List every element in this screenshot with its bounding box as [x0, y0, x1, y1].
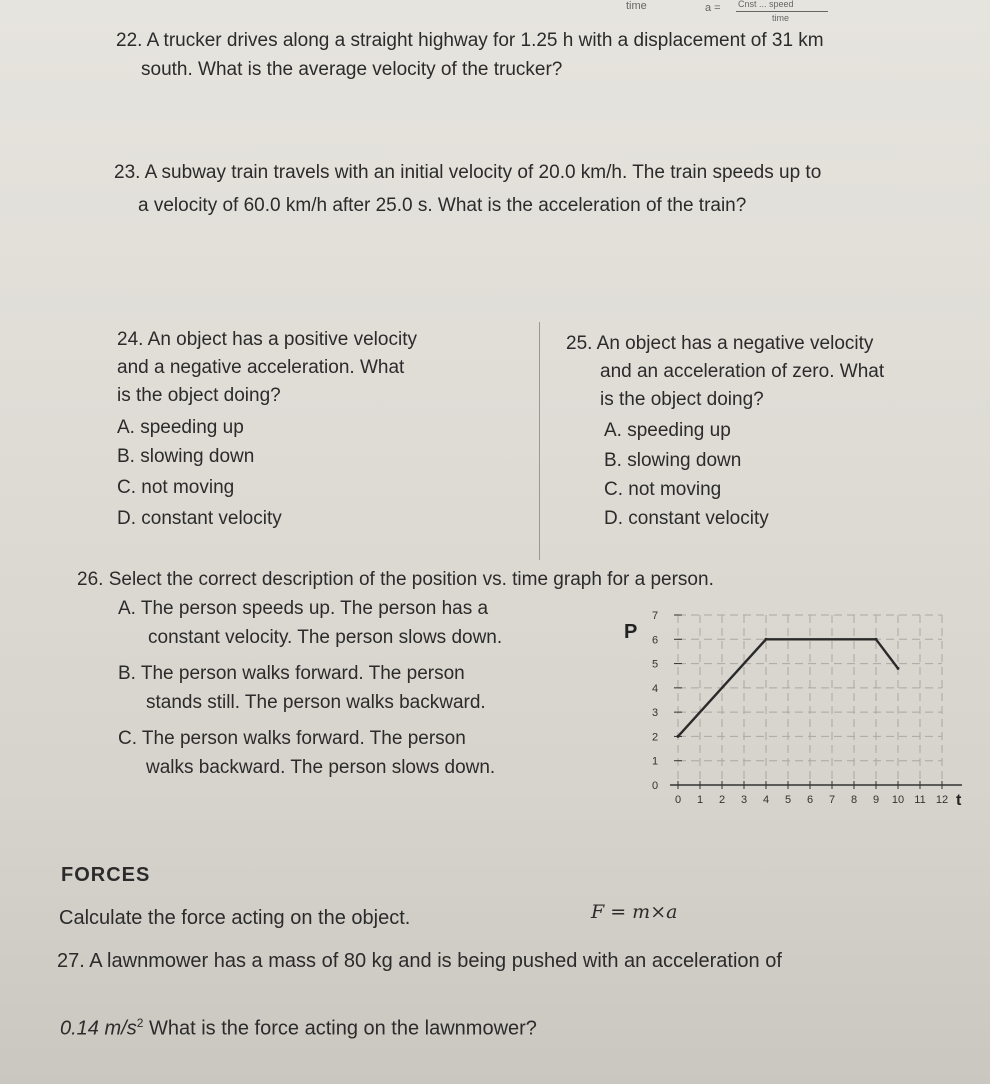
q22-number: 22. — [116, 30, 143, 51]
y-tick-label: 7 — [652, 610, 659, 622]
q23-number: 23. — [114, 162, 141, 183]
x-tick-label: 0 — [674, 794, 682, 806]
q23-line1 — [114, 159, 821, 187]
q25-option-d[interactable]: D. constant velocity — [604, 508, 769, 529]
x-tick-label: 1 — [696, 794, 704, 806]
q23-line2: a velocity of 60.0 km/h after 25.0 s. What is the acceleration of the train? — [138, 195, 747, 216]
position-time-graph — [610, 600, 990, 815]
q26-option-a[interactable] — [118, 594, 502, 652]
x-tick-label: 12 — [935, 794, 949, 806]
x-tick-label: 6 — [806, 794, 814, 806]
q26-option-c[interactable] — [118, 724, 495, 782]
x-tick-label: 10 — [891, 794, 905, 806]
x-tick-label: 3 — [740, 794, 748, 806]
top-time-label: time — [626, 0, 647, 12]
q27-acceleration-value: 0.14 m/s — [60, 1017, 137, 1040]
x-tick-label: 2 — [718, 794, 726, 806]
top-fraction-line — [736, 11, 828, 12]
top-accel-label: a = — [705, 2, 721, 14]
x-tick-label: 11 — [914, 794, 926, 806]
x-tick-label: 5 — [784, 794, 792, 806]
q24-line3: is the object doing? — [117, 385, 281, 406]
q25-option-b[interactable]: B. slowing down — [604, 450, 742, 471]
q22-line1 — [116, 27, 824, 55]
y-tick-label: 0 — [652, 780, 659, 792]
data-point — [875, 638, 878, 641]
top-denominator: time — [772, 13, 790, 23]
x-tick-label: 7 — [828, 794, 836, 806]
q25-option-a[interactable]: A. speeding up — [604, 420, 731, 441]
y-tick-label: 2 — [652, 731, 659, 744]
q25-number: 25. — [566, 333, 593, 354]
q26-option-c-line1: C. The person walks forward. The person — [118, 728, 466, 749]
q26-prompt — [77, 566, 714, 594]
q24-option-b[interactable]: B. slowing down — [117, 446, 255, 467]
y-tick-label: 3 — [652, 707, 659, 720]
q24-number: 24. — [117, 329, 144, 350]
q27-text-2: What is the force acting on the lawnmower? — [148, 1017, 537, 1040]
force-formula: F = m×a — [591, 901, 678, 923]
x-tick-label: 8 — [850, 794, 858, 806]
q26-option-b[interactable] — [118, 659, 486, 717]
q27-line2 — [60, 1009, 537, 1043]
q26-option-b-line1: B. The person walks forward. The person — [118, 663, 465, 684]
q24-text-1: An object has a positive velocity — [147, 329, 417, 350]
q24-line1 — [117, 326, 417, 354]
q25-option-c[interactable]: C. not moving — [604, 479, 722, 500]
x-tick-label: 9 — [872, 794, 880, 806]
q26-number: 26. — [77, 569, 104, 590]
q26-text: Select the correct description of the position vs. time graph for a person. — [108, 569, 714, 590]
q23-text-1: A subway train travels with an initial velocity of 20.0 km/h. The train speeds up to — [144, 162, 822, 183]
q24-option-d[interactable]: D. constant velocity — [117, 508, 282, 529]
x-axis-label: t — [956, 792, 962, 809]
y-tick-label: 6 — [652, 634, 659, 647]
q26-option-c-line2: walks backward. The person slows down. — [146, 757, 496, 778]
q26-option-b-line2: stands still. The person walks backward. — [146, 692, 486, 713]
q24-option-a[interactable]: A. speeding up — [117, 417, 244, 438]
y-tick-label: 4 — [652, 682, 659, 695]
q27-line1 — [57, 947, 782, 975]
q22-line2: south. What is the average velocity of the trucker? — [141, 59, 563, 80]
y-axis-label: P — [624, 621, 638, 643]
top-numerator: Cnst ... speed — [738, 0, 794, 9]
q22-text-1: A trucker drives along a straight highway for 1.25 h with a displacement of 31 km — [146, 30, 824, 51]
q25-line2: and an acceleration of zero. What — [600, 361, 885, 382]
q26-option-a-line1: A. The person speeds up. The person has a — [118, 598, 489, 619]
q27-number: 27. — [57, 950, 85, 972]
q25-line3: is the object doing? — [600, 389, 764, 410]
column-divider — [539, 322, 540, 560]
q26-option-a-line2: constant velocity. The person slows down. — [148, 627, 503, 648]
q25-line1 — [566, 330, 873, 358]
data-point — [765, 638, 768, 641]
forces-instruction: Calculate the force acting on the object. — [59, 907, 411, 929]
forces-heading: FORCES — [61, 864, 151, 886]
x-tick-label: 4 — [762, 794, 770, 806]
data-point — [897, 667, 900, 670]
q24-line2: and a negative acceleration. What — [117, 357, 405, 378]
y-tick-label: 5 — [652, 658, 659, 671]
data-point — [677, 735, 680, 738]
q25-text-1: An object has a negative velocity — [596, 333, 874, 354]
q24-option-c[interactable]: C. not moving — [117, 477, 235, 498]
y-tick-label: 1 — [652, 755, 659, 768]
q27-exponent: 2 — [136, 1016, 144, 1030]
q27-text-1: A lawnmower has a mass of 80 kg and is being pushed with an acceleration of — [89, 950, 782, 972]
